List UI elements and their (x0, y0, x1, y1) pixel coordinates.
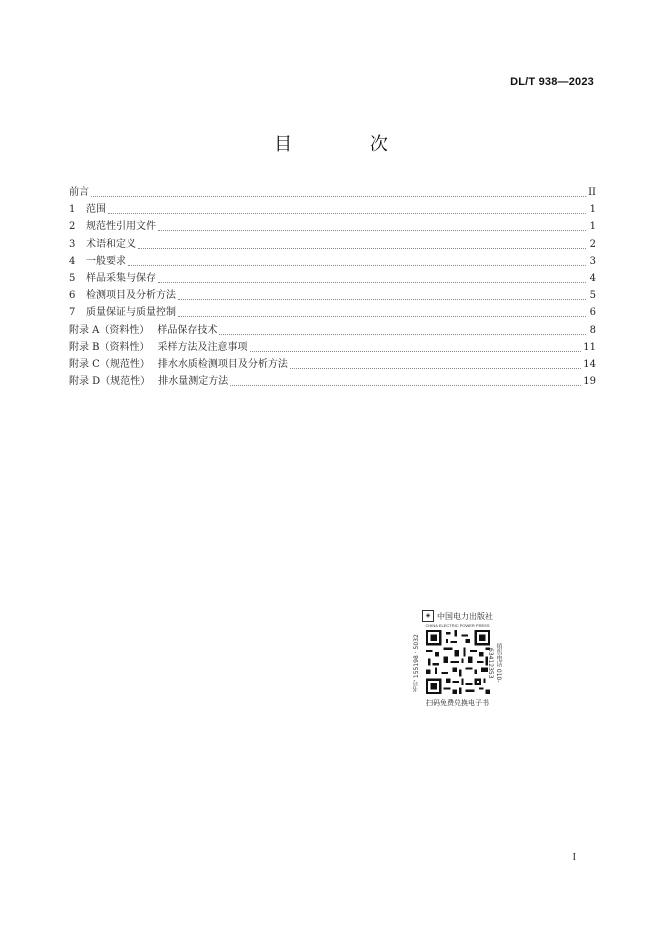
toc-entry-number: 7 (69, 307, 76, 319)
toc-entry-label: 一般要求 (86, 255, 126, 267)
toc-entry-number: 6 (69, 290, 76, 302)
toc-entry-label: 规范性引用文件 (86, 221, 156, 233)
toc-entry[interactable] (69, 184, 596, 201)
toc-entry-label: 范围 (86, 204, 106, 216)
toc-appendix-tag: 附录 C（规范性） (69, 358, 150, 370)
toc-appendix-tag: 附录 B（资料性） (69, 341, 150, 353)
toc-entry-page: 3 (589, 255, 596, 267)
toc-entry-label: 前言 (69, 187, 89, 198)
toc-title: 目 次 (274, 134, 424, 155)
toc-leader-dots (91, 188, 586, 197)
toc-entry[interactable] (69, 270, 596, 287)
qr-section (410, 630, 505, 702)
toc-entry-number: 3 (69, 238, 76, 250)
toc-entry[interactable] (69, 236, 596, 253)
toc-leader-dots (158, 274, 586, 283)
sales-phone-text: 销售电话 010-63412353 (487, 643, 502, 683)
document-code: DL/T 938—2023 (510, 76, 594, 88)
toc-entry-page: II (588, 187, 596, 198)
toc-entry-label: 质量保证与质量控制 (86, 307, 176, 319)
toc-leader-dots (250, 343, 582, 352)
publisher-name: 中国电力出版社 (437, 611, 493, 621)
toc-entry-label: 术语和定义 (86, 238, 136, 250)
publisher-name-en: CHINA ELECTRIC POWER PRESS (425, 623, 490, 628)
toc-entry-page: 19 (583, 376, 596, 388)
toc-leader-dots (219, 326, 586, 335)
toc-entry-number: 4 (69, 255, 76, 267)
toc-appendix-entry[interactable] (69, 373, 596, 390)
toc-entry-page: 5 (589, 290, 596, 302)
isbn-text: 书号 155198 · 5032 (413, 634, 420, 692)
toc-entry-page: 14 (583, 358, 596, 370)
page-number: I (572, 852, 576, 863)
toc-leader-dots (290, 360, 581, 369)
toc-entry[interactable] (69, 287, 596, 304)
toc-entry-page: 6 (589, 307, 596, 319)
toc-entry-page: 1 (589, 204, 596, 216)
promo-caption: 扫码免费兑换电子书 (426, 699, 489, 707)
toc-entry[interactable] (69, 201, 596, 218)
qr-code-icon[interactable] (426, 630, 490, 694)
toc-entry-label: 样品采集与保存 (86, 272, 156, 284)
toc-appendix-tag: 附录 D（规范性） (69, 376, 151, 388)
toc-entry-label: 排水量测定方法 (158, 376, 229, 388)
toc-entry[interactable] (69, 218, 596, 235)
publisher-logo (410, 610, 505, 622)
toc-entry-label: 检测项目及分析方法 (86, 290, 176, 302)
toc-entry-page: 8 (589, 324, 596, 336)
toc-entry-page: 1 (589, 221, 596, 233)
toc-leader-dots (108, 205, 586, 214)
toc-entry-label: 排水水质检测项目及分析方法 (157, 358, 288, 370)
toc-appendix-tag: 附录 A（资料性） (69, 324, 150, 336)
toc-leader-dots (178, 308, 586, 317)
toc-leader-dots (138, 240, 586, 249)
ebook-promo (410, 610, 505, 708)
toc-entry[interactable] (69, 253, 596, 270)
toc-leader-dots (230, 377, 581, 386)
toc-appendix-entry[interactable] (69, 356, 596, 373)
toc-entry-label: 采样方法及注意事项 (157, 341, 248, 353)
toc-entry-number: 1 (69, 204, 76, 216)
publisher-emblem-icon: ◈ (422, 610, 434, 622)
toc-entry-page: 11 (583, 341, 596, 353)
toc-entry[interactable] (69, 304, 596, 321)
toc-entry-number: 5 (69, 272, 76, 284)
toc-leader-dots (178, 291, 586, 300)
toc-entry-label: 样品保存技术 (157, 324, 218, 336)
toc-entry-page: 2 (589, 238, 596, 250)
toc-leader-dots (158, 222, 586, 231)
toc-appendix-entry[interactable] (69, 339, 596, 356)
toc-entry-number: 2 (69, 221, 76, 233)
toc-leader-dots (128, 257, 586, 266)
table-of-contents (69, 184, 596, 390)
toc-appendix-entry[interactable] (69, 322, 596, 339)
toc-entry-page: 4 (589, 272, 596, 284)
